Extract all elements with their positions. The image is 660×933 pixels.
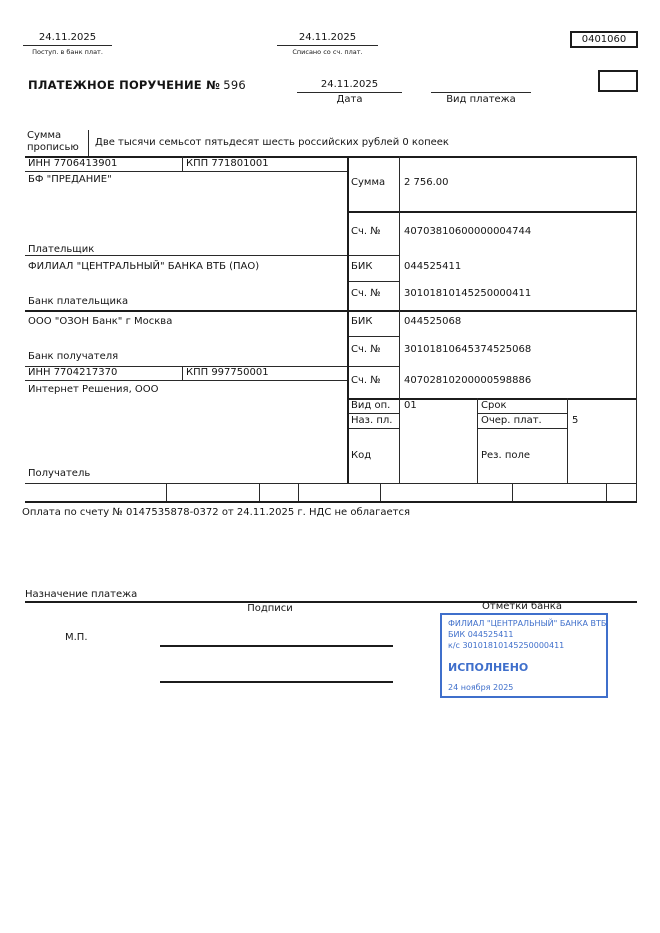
priority-label: Очер. плат. [481,415,542,426]
border-line [25,310,637,312]
document-number: 596 [223,78,246,92]
payment-type-label: Вид платежа [446,94,516,105]
payer-bank-account-label: Сч. № [351,288,381,299]
border-line [512,483,513,501]
amount-label: Сумма [351,177,386,188]
document-date: 24.11.2025 [320,79,379,90]
payer-bank-corr-account: 30101810145250000411 [404,288,532,299]
payer-bank-bik: 044525411 [404,261,462,272]
date-received-label: Поступ. в банк плат. [32,48,103,56]
amount-words-label2: прописью [27,142,79,153]
recipient-bank-bik: 044525068 [404,316,462,327]
border-line [297,92,402,93]
reserve-field-label: Рез. поле [481,450,531,461]
date-label: Дата [336,94,363,105]
signatures-label: Подписи [247,603,293,614]
border-line [182,366,183,380]
border-line [347,428,399,429]
recipient-bank-label: Банк получателя [28,351,119,362]
date-received-value: 24.11.2025 [38,32,97,43]
payer-inn: ИНН 7706413901 [28,158,118,169]
payer-label: Плательщик [28,244,95,255]
border-line [347,211,637,213]
bank-marks-label: Отметки банка [482,601,562,612]
status-code-box [598,70,638,92]
document-title: ПЛАТЕЖНОЕ ПОРУЧЕНИЕ № 596 [28,78,246,92]
form-code: 0401060 [581,34,627,45]
signature-line [160,681,393,683]
stamp-status: ИСПОЛНЕНО [448,661,529,674]
bank-stamp [440,613,608,698]
form-code-box [570,31,638,48]
payer-name: БФ "ПРЕДАНИЕ" [28,174,112,185]
recipient-name: Интернет Решения, ООО [28,384,159,395]
term-label: Срок [481,400,507,411]
border-line [298,483,299,501]
payer-account: 40703810600000004744 [404,226,532,237]
recipient-bank-name: ООО "ОЗОН Банк" г Москва [28,316,173,327]
border-line [431,92,531,93]
border-line [347,413,399,414]
recipient-account-label: Сч. № [351,375,381,386]
border-line [477,398,478,483]
recipient-inn: ИНН 7704217370 [28,367,118,378]
border-line [25,501,637,503]
recipient-bank-bik-label: БИК [351,316,373,327]
border-line [259,483,260,501]
border-line [380,483,381,501]
stamp-bank-name: ФИЛИАЛ "ЦЕНТРАЛЬНЫЙ" БАНКА ВТБ [448,619,607,628]
border-line [182,156,183,171]
signature-line [160,645,393,647]
border-line [23,45,112,46]
border-line [25,171,347,172]
border-line [277,45,378,46]
border-line [636,156,637,501]
amount-words-text: Две тысячи семьсот пятьдесят шесть российских рублей 0 копеек [95,137,449,148]
recipient-bank-corr-account: 30101810645374525068 [404,344,532,355]
border-line [347,156,349,483]
recipient-account: 40702810200000598886 [404,375,532,386]
recipient-bank-account-label: Сч. № [351,344,381,355]
stamp-date: 24 ноября 2025 [448,683,514,692]
border-line [606,483,607,501]
payer-account-label: Сч. № [351,226,381,237]
border-line [25,380,347,381]
op-type-value: 01 [404,400,417,411]
border-line [399,156,400,483]
stamp-bik: БИК 044525411 [448,630,514,639]
amount-value: 2 756.00 [404,177,449,188]
payer-kpp: КПП 771801001 [186,158,269,169]
purpose-kind-label: Наз. пл. [351,415,393,426]
border-line [567,398,568,483]
recipient-kpp: КПП 997750001 [186,367,269,378]
border-line [477,428,567,429]
purpose-label: Назначение платежа [25,589,138,600]
amount-words-label: Сумма [27,130,62,141]
stamp-corr-account: к/с 30101810145250000411 [448,641,565,650]
border-line [347,336,399,337]
border-line [88,130,89,156]
border-line [347,281,399,282]
recipient-label: Получатель [28,468,91,479]
payer-bank-label: Банк плательщика [28,296,129,307]
border-line [25,483,637,484]
purpose-text: Оплата по счету № 0147535878-0372 от 24.11.2025 г. НДС не облагается [22,507,411,518]
seal-label: М.П. [65,632,88,643]
priority-value: 5 [572,415,579,426]
payer-bank-bik-label: БИК [351,261,373,272]
code-label: Код [351,450,372,461]
payer-bank-name: ФИЛИАЛ "ЦЕНТРАЛЬНЫЙ" БАНКА ВТБ (ПАО) [28,261,260,272]
date-debited-value: 24.11.2025 [298,32,357,43]
border-line [477,413,567,414]
op-type-label: Вид оп. [351,400,391,411]
border-line [166,483,167,501]
date-debited-label: Списано со сч. плат. [292,48,363,56]
